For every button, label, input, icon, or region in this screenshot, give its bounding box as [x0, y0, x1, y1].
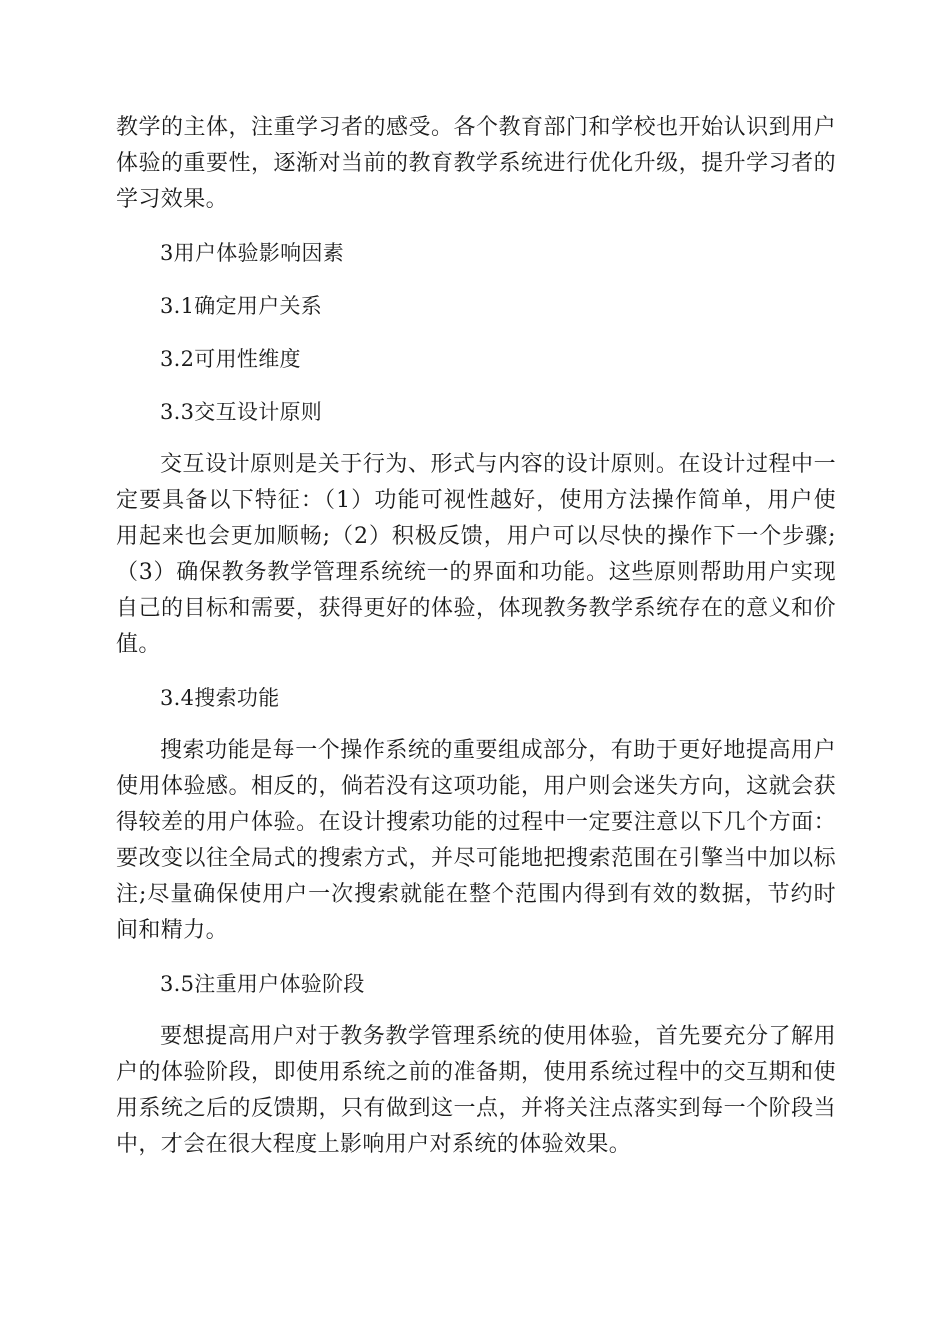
section-heading-3-5: 3.5注重用户体验阶段 [160, 972, 365, 996]
paragraph-3-5: 要想提高用户对于教务教学管理系统的使用体验，首先要充分了解用户的体验阶段，即使用系统之前的准备期，使用系统过程中的交互期和使用系统之后的反馈期，只有做到这一点，并将关注点落实到每一个阶段当中，才会在很大程度上影响用户对系统的体验效果。 [116, 1024, 836, 1157]
intro-paragraph: 教学的主体，注重学习者的感受。各个教育部门和学校也开始认识到用户体验的重要性，逐渐对当前的教育教学系统进行优化升级，提升学习者的学习效果。 [116, 115, 836, 212]
paragraph-3-3: 交互设计原则是关于行为、形式与内容的设计原则。在设计过程中一定要具备以下特征：（1）功能可视性越好，使用方法操作简单，用户使用起来也会更加顺畅;（2）积极反馈，用户可以尽快的操作下一个步骤;（3）确保教务教学管理系统统一的界面和功能。这些原则帮助用户实现自己的目标和需要，获得更好的体验，体现教务教学系统存在的意义和价值。 [116, 452, 836, 657]
document-page [116, 110, 836, 1163]
paragraph-3-4: 搜索功能是每一个操作系统的重要组成部分，有助于更好地提高用户使用体验感。相反的，倘若没有这项功能，用户则会迷失方向，这就会获得较差的用户体验。在设计搜索功能的过程中一定要注意以下几个方面：要改变以往全局式的搜索方式，并尽可能地把搜索范围在引擎当中加以标注;尽量确保使用户一次搜索就能在整个范围内得到有效的数据，节约时间和精力。 [116, 738, 836, 943]
section-heading-3-1: 3.1确定用户关系 [160, 294, 323, 318]
section-heading-3-4: 3.4搜索功能 [160, 686, 280, 710]
section-heading-3: 3用户体验影响因素 [160, 241, 345, 265]
section-heading-3-3: 3.3交互设计原则 [160, 400, 323, 424]
section-heading-3-2: 3.2可用性维度 [160, 347, 301, 371]
